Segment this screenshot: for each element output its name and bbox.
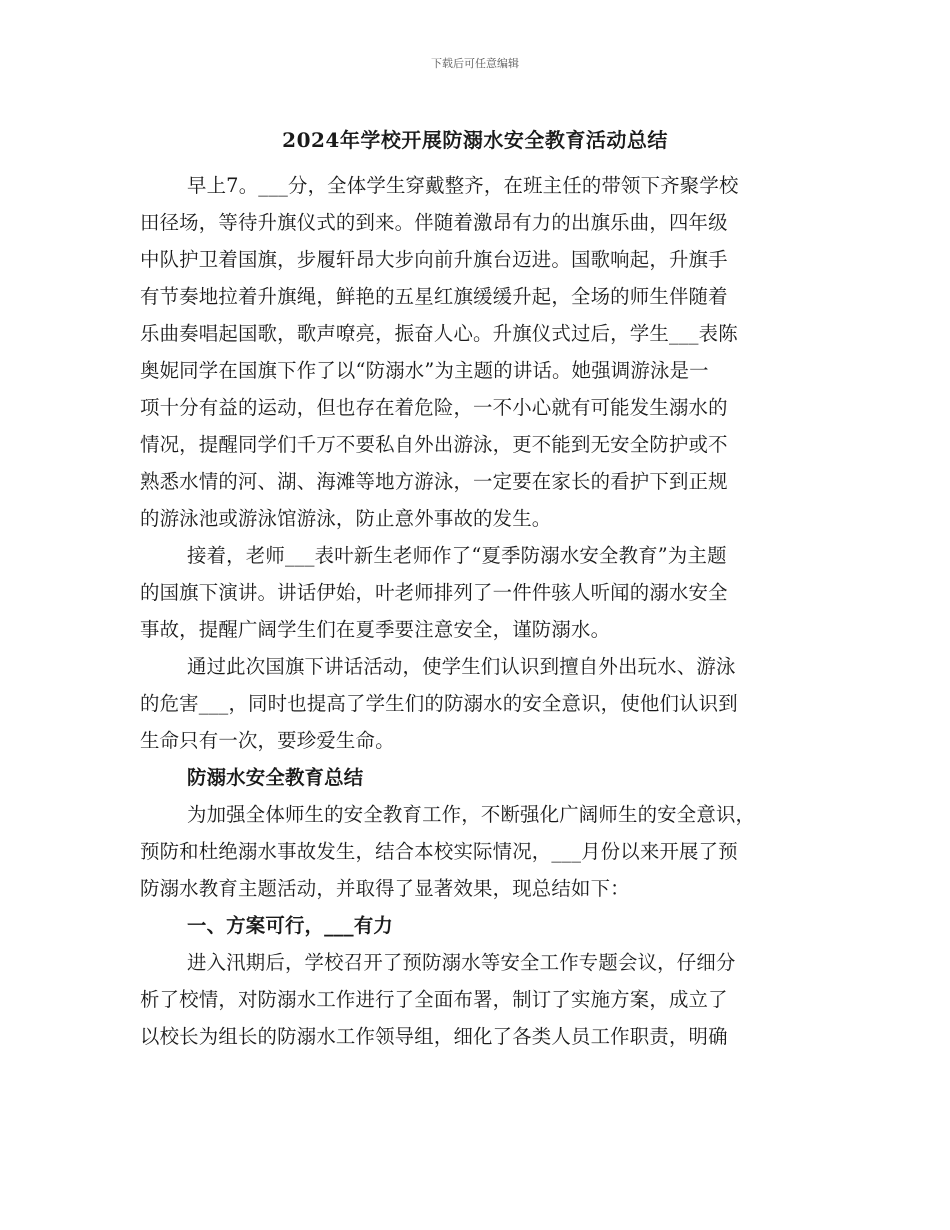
text-line: 生命只有一次，要珍爱生命。: [140, 729, 395, 752]
text-line: 的危害___，同时也提高了学生们的防溺水的安全意识，使他们认识到: [140, 692, 738, 715]
text-line: 早上7。___分，全体学生穿戴整齐，在班主任的带领下齐聚学校: [187, 174, 739, 197]
text-line: 熟悉水情的河、湖、海滩等地方游泳，一定要在家长的看护下到正规: [140, 470, 728, 493]
text-line: 通过此次国旗下讲话活动，使学生们认识到擅自外出玩水、游泳: [187, 655, 736, 678]
text-line: 的国旗下演讲。讲话伊始，叶老师排列了一件件骇人听闻的溺水安全: [140, 581, 728, 604]
text-line: 以校长为组长的防溺水工作领导组，细化了各类人员工作职责，明确: [140, 1025, 728, 1048]
section-heading: 防溺水安全教育总结: [187, 766, 364, 789]
text-line: 接着，老师___表叶新生老师作了“夏季防溺水安全教育”为主题: [187, 544, 727, 567]
text-line: 预防和杜绝溺水事故发生，结合本校实际情况，___月份以来开展了预: [140, 840, 738, 863]
header-note: 下载后可任意编辑: [431, 57, 519, 70]
document-title: 2024年学校开展防溺水安全教育活动总结: [282, 128, 668, 152]
text-line: 的游泳池或游泳馆游泳，防止意外事故的发生。: [140, 507, 552, 530]
text-line: 项十分有益的运动，但也存在着危险，一不小心就有可能发生溺水的: [140, 396, 728, 419]
text-line: 田径场，等待升旗仪式的到来。伴随着激昂有力的出旗乐曲，四年级: [140, 211, 728, 234]
text-line: 情况，提醒同学们千万不要私自外出游泳，更不能到无安全防护或不: [140, 433, 728, 456]
text-line: 为加强全体师生的安全教育工作，不断强化广阔师生的安全意识，: [187, 803, 756, 826]
section-heading: 一、方案可行，___有力: [187, 914, 394, 937]
text-line: 进入汛期后，学校召开了预防溺水等安全工作专题会议，仔细分: [187, 951, 736, 974]
text-line: 奥妮同学在国旗下作了以“防溺水”为主题的讲话。她强调游泳是一: [140, 359, 709, 382]
text-line: 中队护卫着国旗，步履轩昂大步向前升旗台迈进。国歌响起，升旗手: [140, 248, 728, 271]
text-line: 乐曲奏唱起国歌，歌声嘹亮，振奋人心。升旗仪式过后，学生___表陈: [140, 322, 738, 345]
text-line: 防溺水教育主题活动，并取得了显著效果，现总结如下：: [140, 877, 630, 900]
text-line: 事故，提醒广阔学生们在夏季要注意安全，谨防溺水。: [140, 618, 611, 641]
text-line: 析了校情，对防溺水工作进行了全面布署，制订了实施方案，成立了: [140, 988, 728, 1011]
text-line: 有节奏地拉着升旗绳，鲜艳的五星红旗缓缓升起，全场的师生伴随着: [140, 285, 728, 308]
document-body: [140, 167, 812, 1055]
